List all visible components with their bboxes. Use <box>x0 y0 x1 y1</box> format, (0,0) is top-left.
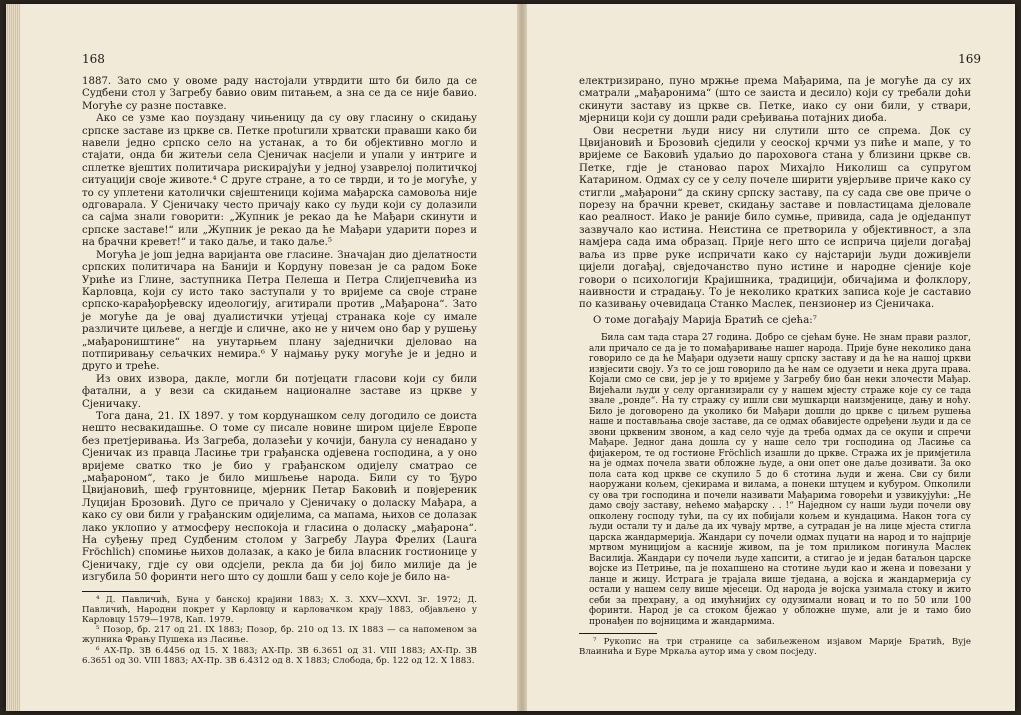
footnote: ⁵ Позор, бр. 217 од 21. IX 1883; Позор, бр. 210 од 13. IX 1883 — са напоменом за жупника Фрању Пушека из Ласиње. <box>82 625 477 646</box>
paragraph: О томе догађају Марија Братић се сјећа:⁷ <box>593 314 817 326</box>
paragraph: електризирано, пуно мржње према Мађарима, па је могуће да су их сматрали „мађаронима“ (што се заиста и десило) који су требали доћи скинути заставу из цркве св. Петке, иако су они били, у ствари, мјерници који су дошли ради сређивања потајних диоба. <box>579 76 971 125</box>
paragraph: 1887. Зато смо у овоме раду настојали утврдити што би било да се Судбени стол у Загребу бавио овим питањем, а зна се да се није бавио. Могуће су разне поставке. <box>82 76 477 112</box>
book-spread <box>6 4 1015 711</box>
left-page <box>20 4 517 711</box>
paragraph: Тога дана, 21. IX 1897. у том кордунашком селу догодило се доиста нешто несвакидашње. О томе су писале новине широм цијеле Европе без претјеривања. Из Загреба, долазећи у кочији, банула су ненадано у Сјеничак из правца Ласиње три грађанска одјевена господина, а у оно вријеме сватко тко је био у грађанском одијелу сматрао се „мађароном“, тако је било мишљење народа. Били су то Ђуро Цвијановић, шеф грунтовнице, мјерник Петар Баковић и повјереник Луцијан Брозовић. Дуго се причало у Сјеничаку о доласку Мађара, а како су ови били у грађанским одијелима, са мапама, њихов се долазак лако уклопио у атмосферу неспокоја и гласина о доласку „мађарона“. На суђењу пред Судбеним столом у Загребу Лаура Фрелих (Laura Fröchlich) спомиње њихов долазак, а како је била власник гостионице у Сјеничаку, гдје су ови одсјели, рекла да би јој било милије да је изгубила 50 форинти него што су дошли баш у село које је било на- <box>82 410 477 584</box>
paragraph: Могућа је још једна варијанта ове гласине. Значајан дио дјелатности српских политичара на Банији и Кордуну повезан је са радом Боке Уриће из Глине, заступника Петра Пелеша и Петра Слијепчевића из Карловца, који су исто тако заступали у то вријеме са своје стране српско-карађорђевску идеологију, агитирали против „Мађарона“. Зато је могуће да је овај дуалистички утјецај странака које су имале различите циљеве, а негдје и сличне, ако не у ничем оно бар у рушењу „мађароништине“ на унутарњем плану заједнички дјеловао на потпиривању сељачких немира.⁶ У најмању руку могуће је и једно и друго и треће. <box>82 249 477 373</box>
footnote: ⁴ Д. Павличић, Буна у банској крајини 1883; X. 3. XXV—XXVI. Зг. 1972; Д. Павличић, Народни покрет у Карловцу и карловачком крају 1883, објављено у Карловцу 1579—1978, Кап. 1979. <box>82 594 477 626</box>
footnote-rule <box>579 633 657 634</box>
page-number-right: 169 <box>958 52 981 66</box>
right-page <box>527 4 1015 711</box>
paragraph: Ако се узме као поуздану чињеницу да су ову гласину о скидању српске заставе из цркве св. Петке проturили хрватски правaши како би навели једно српско село на устанак, а то би објективно могло и стајати, онда би житељи села Сјеничак насјели и упали у интриге и сплетке вјештих политичара рискирајући у једној узаврелој политичкој ситуацији своје животе.⁴ С друге стране, а то се тврди, и то је могуће, у то су уплетени католички свјештеници којима мађарска самовоља није одговарала. У Сјеничаку често причају како су људи који су долазили са сајма знали говорити: „Жупник је рекао да ће Мађари скинути и српске заставе!“ или „Жупник је рекао да ће Мађари ударити порез и на брачни кревет!“ и тако даље, и тако даље.⁵ <box>82 113 477 249</box>
footnote-rule <box>82 591 160 592</box>
footnote: ⁶ АХ-Пр. ЗВ 6.4456 од 15. X 1883; АХ-Пр. ЗВ 6.3651 од 31. VIII 1883; АХ-Пр. ЗВ 6.3651 од 30. VIII 1883; АХ-Пр. ЗВ 6.4312 од 8. X 1883; Слобода, бр. 122 од 12. X 1883. <box>82 645 477 666</box>
left-page-body <box>82 76 477 666</box>
book-gutter <box>517 4 527 711</box>
quote-text: Била сам тада стара 27 година. Добро се сјећам буне. Не знам прави разлог, али причало се да је то помађаривање нашег народа. Прије буне неколико дана говорило се да ће Мађари одузети нашу српску заставу и да ће на нашој цркви извјесити своју. Уз то се још говорило да ће нам се одузети и нека друга права. Којали смо се сви, јер је у то вријеме у Загребу био бан неки злочести Мађар. Вијећали људи у селу организирали су у нашем мјесту страже које су се тада звале „ронде“. На ту стражу су ишли сви мушкарци наизмјенице, дању и ноћу. Било је договорено да уколико би Мађари дошли до цркве с циљем рушења наше и постављања своје заставе, да се одмах обавијесте одређени људи и да се звони црквеним звоном, а кад село чује да треба одмах да се окупи и спречи Мађаре. Једног дана дошла су у наше село три господина од Ласиње са фијакером, те од гостионе Fröchlich изашли до цркве. Стража их је примјетила на је одмах почела звати обложне људе, а они опет оне даље дозивати. За око пола сата код цркве се скупило 5 до 6 стотина људи и жена. Сви су били наоружани кољем, сјекирама и вилама, а понеки штуцем и кубуром. Опколили су ова три господина и почели називати Мађарима говорећи и узвикујући: „Не дамо своју заставу, нећемо мађарску . . !“ Наједном су наши људи почели ову опколену господу тући, па су их побијали кољем и кундацима. Након тога су људи остали ту и даље да их чувају мртве, а сутрадан је на лице мјеста стигла царска жандармерија. Жандари су почели одмах пуцати на народ и то најприје мртвом муницијом а касније живом, па је том приликом погинула Маслек Василија. Жандари су почели људе хапсити, а стигао је и један батаљон царске војске из Петриње, па је похапшено на стотине људи као и жена и повезани у ланце и жицу. Истрага је трајала више тједана, а војска и жандармерија су остали у нашем селу више мјесеци. Од народа је војска узимала стоку и жито себи за прехрану, а од имућнијих су одузимали новац и то по 50 или 100 форинти. Народ је са стоком бјежао у обложне шуме, али је и тамо био пронађен по војницима и жандармима. <box>589 333 971 627</box>
page-edges <box>6 4 20 711</box>
paragraph: Ови несретни људи нису ни слутили што се спрема. Док су Цвијановић и Брозовић сједили у сеоској крчми уз пиће и мапе, у то вријеме се Баковић удаљио до пароховога стана у близини цркве св. Петке, гдје је становао парох Михајло Николиш са супругом Катарином. Одмах су се у селу почеле ширити увјерљиве приче како су стигли „мађарони“ да скину српску заставу, па су сада све ове приче о порезу на брачни кревет, скидању заставе и повластицама дјеловале као реалност. Иако је ранијe било сумње, привида, сада је одједанпут зазвучало као истина. Неистина се претворила у објективност, а зла намјера сада има образац. Прије него што се исприча цијели догађај ваља из прве руке испричати како су најстарији људи доживјели цијели догађај, свједочанство пуно истине и народне сјеније које говори о психологији Крајишника, традицији, обичајима и фолклору, наивности и страдању. То је неколико кратких записа које је саставио по казивању очевидаца Станко Маслек, пензионер из Сјеничака. <box>579 125 971 311</box>
testimony-quote <box>579 333 971 627</box>
footnote: ⁷ Рукопис на три странице са забиљеженом изјавом Марије Братић, Вује Влаинића и Буре Мркаља аутор има у свом посједу. <box>579 637 971 658</box>
paragraph: Из ових извора, дакле, могли би потјецати гласови који су били фатални, а у вези са скидањем националне заставе из цркве у Сјеничаку. <box>82 373 477 410</box>
page-number-left: 168 <box>82 52 105 66</box>
right-page-body <box>579 76 971 658</box>
